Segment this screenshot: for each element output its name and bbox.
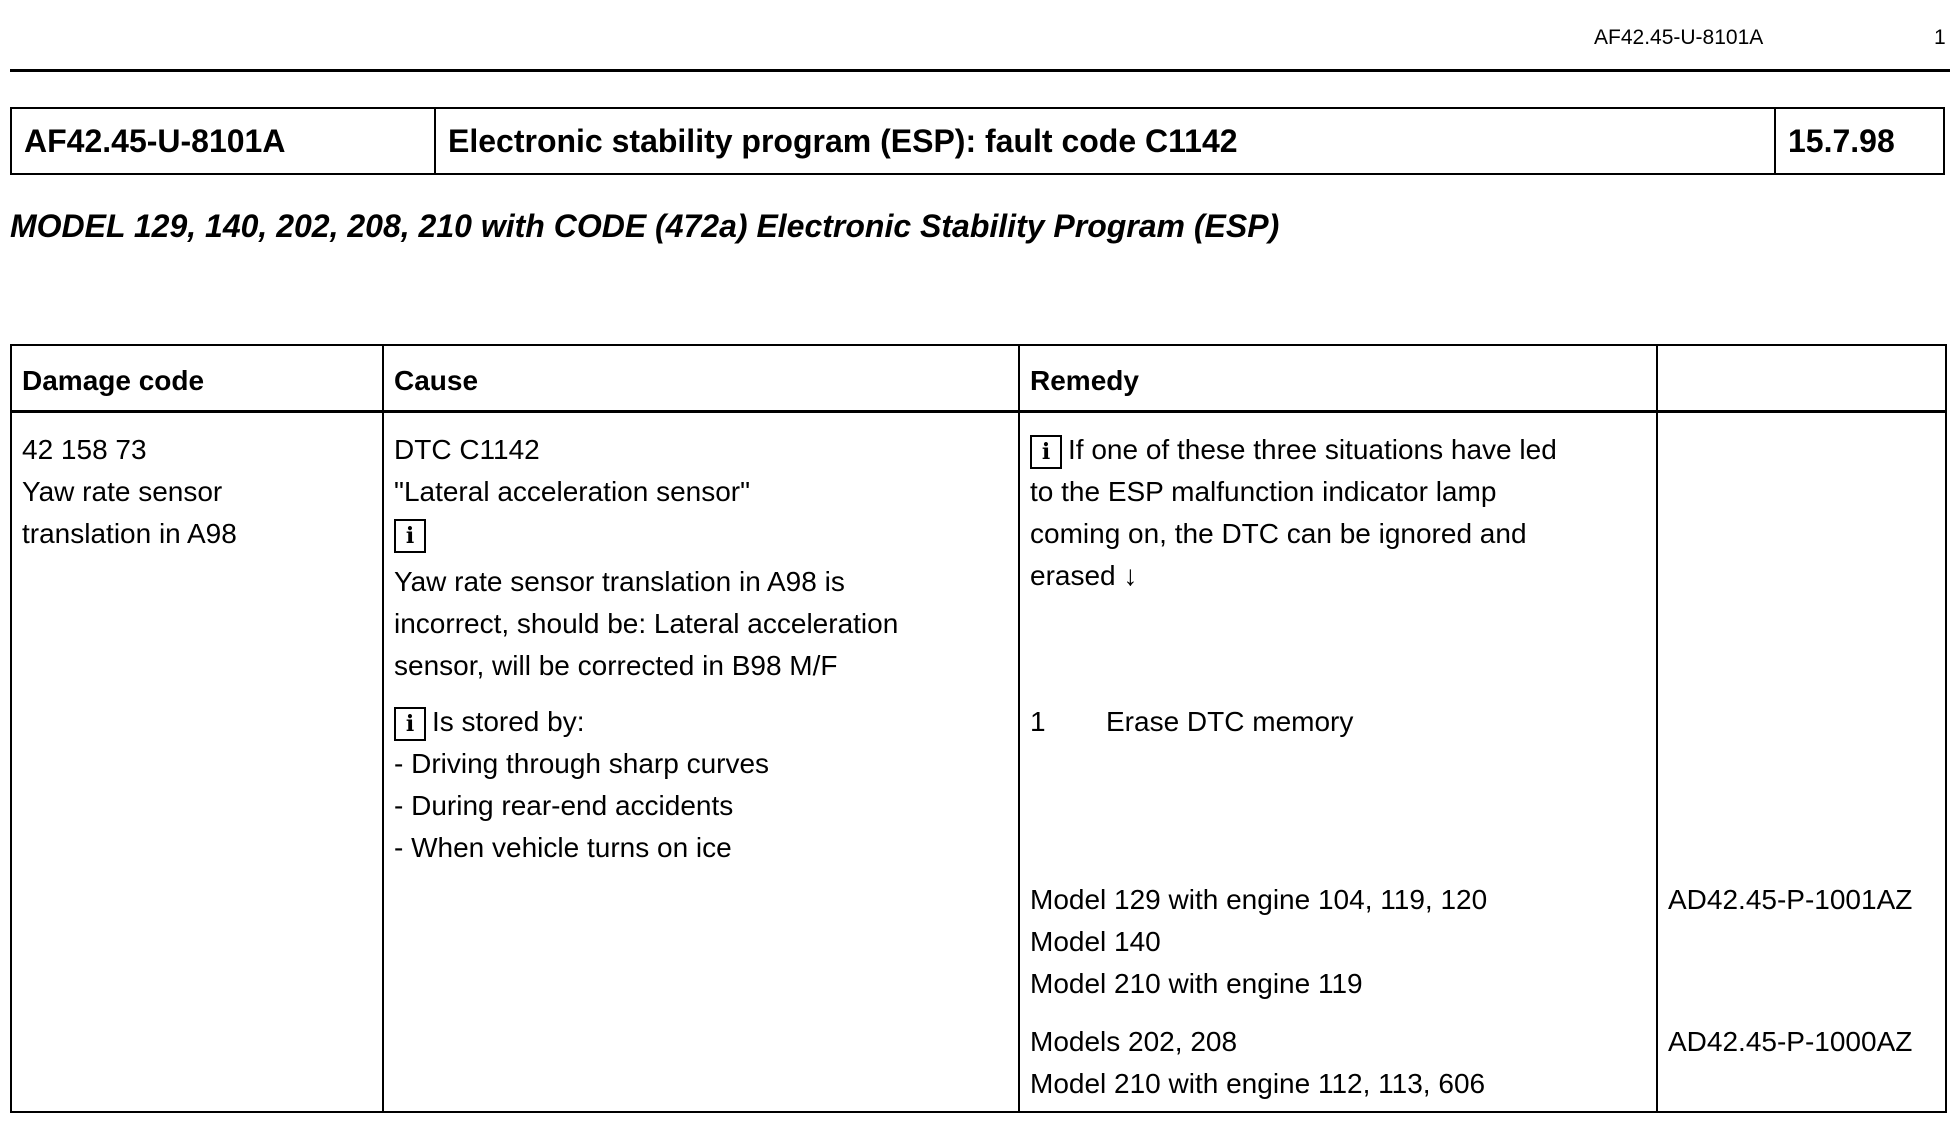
damage-code-cell [11, 1005, 383, 1112]
reference-link[interactable]: AD42.45-P-1000AZ [1668, 1026, 1913, 1057]
table-row [11, 869, 1946, 1005]
damage-code-desc-1: Yaw rate sensor [22, 476, 223, 507]
cause-note-2: incorrect, should be: Lateral acceleration [394, 608, 899, 639]
title-block [10, 107, 1945, 175]
remedy-models-cell [1019, 1005, 1657, 1112]
fault-table [10, 344, 1947, 1113]
damage-code-desc-2: translation in A98 [22, 518, 237, 549]
model-entry: Model 129 with engine 104, 119, 120 [1030, 884, 1488, 915]
header-reference [1657, 345, 1946, 412]
model-applicability: MODEL 129, 140, 202, 208, 210 with CODE (472a) Electronic Stability Program (ESP) [10, 208, 1280, 244]
table-header-row [11, 345, 1946, 412]
cause-cell [383, 412, 1019, 688]
header-remedy: Remedy [1019, 345, 1657, 412]
model-entry: Models 202, 208 [1030, 1026, 1238, 1057]
title-date: 15.7.98 [1788, 122, 1895, 159]
table-row [11, 1005, 1946, 1112]
info-icon: i [394, 707, 426, 741]
title-code: AF42.45-U-8101A [12, 109, 436, 173]
remedy-models-cell [1019, 869, 1657, 1005]
stored-item: - During rear-end accidents [394, 790, 734, 821]
cause-cell [383, 1005, 1019, 1112]
table-row [11, 687, 1946, 869]
header-rule [10, 69, 1950, 72]
header-doc-code: AF42.45-U-8101A [1594, 26, 1764, 49]
reference-cell [1657, 412, 1946, 688]
reference-cell [1657, 687, 1946, 869]
title-text: Electronic stability program (ESP): fault code C1142 [436, 109, 1776, 173]
remedy-info-4: erased ↓ [1030, 560, 1138, 591]
damage-code-cell [11, 687, 383, 869]
cause-dtc: DTC C1142 [394, 434, 540, 465]
stored-by-label: Is stored by: [432, 706, 585, 737]
remedy-info-cell [1019, 412, 1657, 688]
remedy-info-1: If one of these three situations have led [1068, 434, 1557, 465]
info-icon: i [394, 519, 426, 553]
header-cause: Cause [383, 345, 1019, 412]
reference-link[interactable]: AD42.45-P-1001AZ [1668, 884, 1913, 915]
stored-item: - Driving through sharp curves [394, 748, 770, 779]
remedy-step-cell [1019, 687, 1657, 869]
model-entry: Model 140 [1030, 926, 1161, 957]
damage-code-cell [11, 412, 383, 688]
damage-code-number: 42 158 73 [22, 434, 147, 465]
remedy-info-3: coming on, the DTC can be ignored and [1030, 518, 1527, 549]
damage-code-cell [11, 869, 383, 1005]
info-icon: i [1030, 435, 1062, 469]
cause-stored-cell [383, 687, 1019, 869]
step-number: 1 [1030, 706, 1046, 737]
remedy-info-2: to the ESP malfunction indicator lamp [1030, 476, 1497, 507]
cause-cell [383, 869, 1019, 1005]
header-page-number: 1 [1934, 26, 1946, 49]
model-entry: Model 210 with engine 119 [1030, 968, 1363, 999]
model-entry: Model 210 with engine 112, 113, 606 [1030, 1068, 1486, 1099]
reference-cell [1657, 1005, 1946, 1112]
cause-sensor-name: "Lateral acceleration sensor" [394, 476, 751, 507]
cause-note-1: Yaw rate sensor translation in A98 is [394, 566, 845, 597]
table-row [11, 412, 1946, 688]
header-damage-code: Damage code [11, 345, 383, 412]
reference-cell [1657, 869, 1946, 1005]
step-text: Erase DTC memory [1106, 706, 1354, 737]
cause-note-3: sensor, will be corrected in B98 M/F [394, 650, 838, 681]
stored-item: - When vehicle turns on ice [394, 832, 732, 863]
